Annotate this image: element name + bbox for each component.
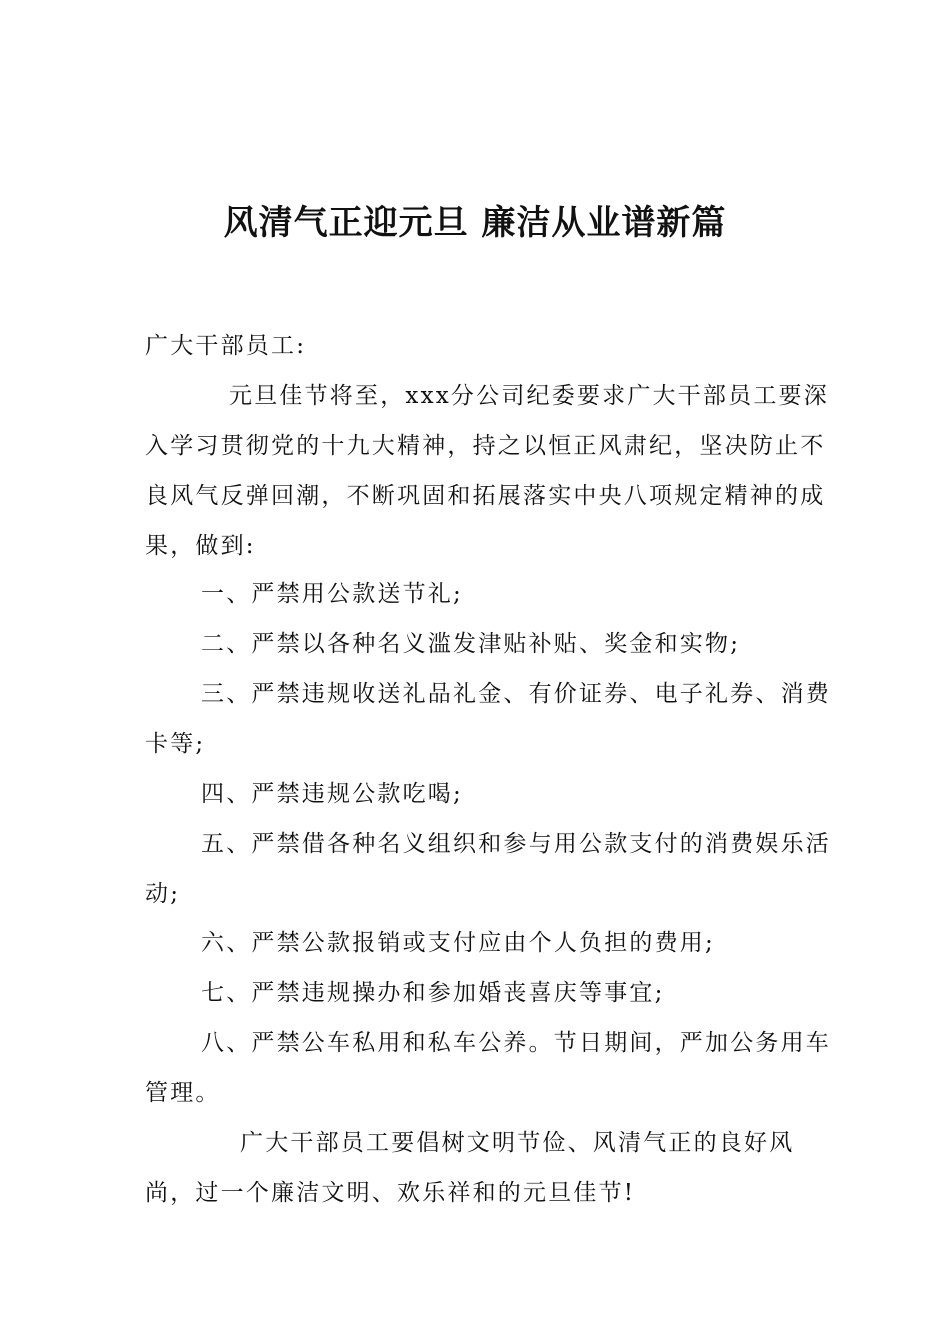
rule-item: 七、严禁违规操办和参加婚丧喜庆等事宜; [201, 980, 665, 1006]
rule-item-continued: 动; [145, 881, 181, 907]
intro-line: 良风气反弹回潮，不断巩固和拓展落实中央八项规定精神的成 [145, 483, 826, 509]
rule-item: 五、严禁借各种名义组织和参与用公款支付的消费娱乐活 [201, 831, 831, 857]
rule-item-continued: 管理。 [145, 1080, 221, 1106]
intro-line: 元旦佳节将至，xxx分公司纪委要求广大干部员工要深 [229, 383, 829, 409]
rule-item: 八、严禁公车私用和私车公养。节日期间，严加公务用车 [201, 1030, 831, 1056]
rule-item: 四、严禁违规公款吃喝; [201, 781, 463, 807]
salutation: 广大干部员工: [145, 333, 307, 359]
rule-item: 三、严禁违规收送礼品礼金、有价证券、电子礼券、消费 [201, 681, 831, 707]
rule-item: 六、严禁公款报销或支付应由个人负担的费用; [201, 930, 715, 956]
document-title: 风清气正迎元旦 廉洁从业谱新篇 [223, 203, 727, 243]
intro-line: 入学习贯彻党的十九大精神，持之以恒正风肃纪，坚决防止不 [145, 433, 826, 459]
rule-item: 一、严禁用公款送节礼; [201, 581, 463, 607]
intro-line: 果，做到: [145, 533, 256, 559]
rule-item-continued: 卡等; [145, 731, 206, 757]
closing-line: 尚，过一个廉洁文明、欢乐祥和的元旦佳节! [145, 1180, 636, 1206]
rule-item: 二、严禁以各种名义滥发津贴补贴、奖金和实物; [201, 631, 741, 657]
closing-line: 广大干部员工要倡树文明节俭、风清气正的良好风 [240, 1130, 795, 1156]
